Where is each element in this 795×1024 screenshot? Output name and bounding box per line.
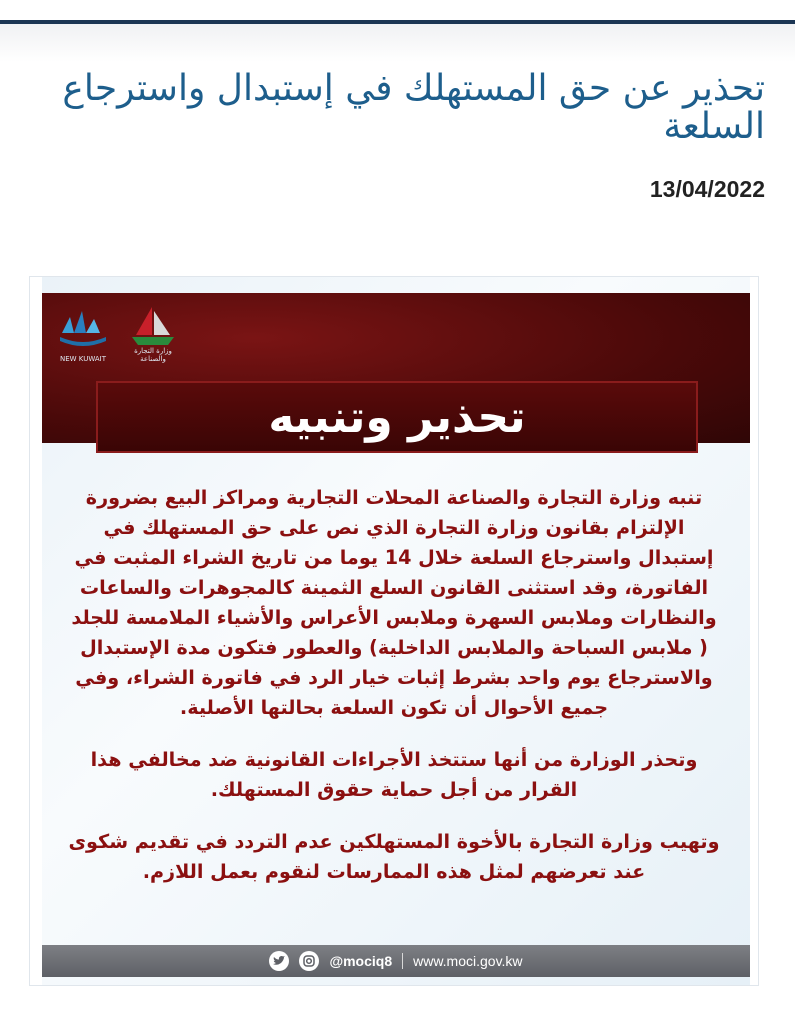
header-shadow (0, 24, 795, 62)
article-title: تحذير عن حق المستهلك في إستبدال واسترجاع السلعة (62, 68, 765, 147)
paragraph-3: وتهيب وزارة التجارة بالأخوة المستهلكين عدم التردد في تقديم شكوى عند تعرضهم لمثل هذه الممارسات لنقوم بعمل اللازم. (68, 830, 720, 883)
instagram-icon[interactable] (299, 951, 319, 971)
top-bar (0, 0, 795, 24)
moci-logo-icon (126, 303, 180, 363)
logos-group (56, 299, 180, 363)
article-date: 13/04/2022 (649, 176, 765, 202)
social-handle[interactable]: @mociq8 (329, 953, 393, 969)
poster-footer (42, 945, 750, 977)
new-kuwait-logo-text: NEW KUWAIT (60, 355, 106, 363)
announcement-poster[interactable] (29, 276, 759, 986)
website-link[interactable]: www.moci.gov.kw (413, 953, 523, 969)
paragraph-1: تنبه وزارة التجارة والصناعة المحلات التجارية ومراكز البيع بضرورة الإلتزام بقانون وزارة التجارة الذي نص على حق المستهلك في إستبدال واسترجاع السلعة خلال 14 يوما من تاريخ الشراء المثبت في الفاتورة، وقد استثنى القانون السلع الثمينة كالمجوهرات والساعات والنظارات وملابس السهرة وملابس الأعراس والأشياء الملامسة للجلد ( ملابس السباحة والملابس الداخلية) والعطور فتكون مدة الإستبدال والاسترجاع يوم واحد بشرط إثبات خيار الرد في فاتورة الشراء، وفي جميع الأحوال أن تكون السلعة بحالتها الأصلية. (71, 486, 717, 719)
poster-header (42, 293, 750, 443)
poster-body (68, 483, 720, 909)
warning-banner (96, 381, 698, 453)
poster-right-border (750, 277, 758, 985)
new-kuwait-logo-icon (56, 303, 110, 363)
footer-divider (402, 953, 403, 969)
warning-banner-title: تحذير وتنبيه (268, 391, 526, 443)
twitter-icon[interactable] (269, 951, 289, 971)
paragraph-2: وتحذر الوزارة من أنها ستتخذ الأجراءات القانونية ضد مخالفي هذا القرار من أجل حماية حقوق المستهلك. (90, 748, 698, 801)
poster-left-border (30, 277, 42, 985)
moci-logo-text: وزارة التجارة والصناعة (134, 347, 172, 363)
